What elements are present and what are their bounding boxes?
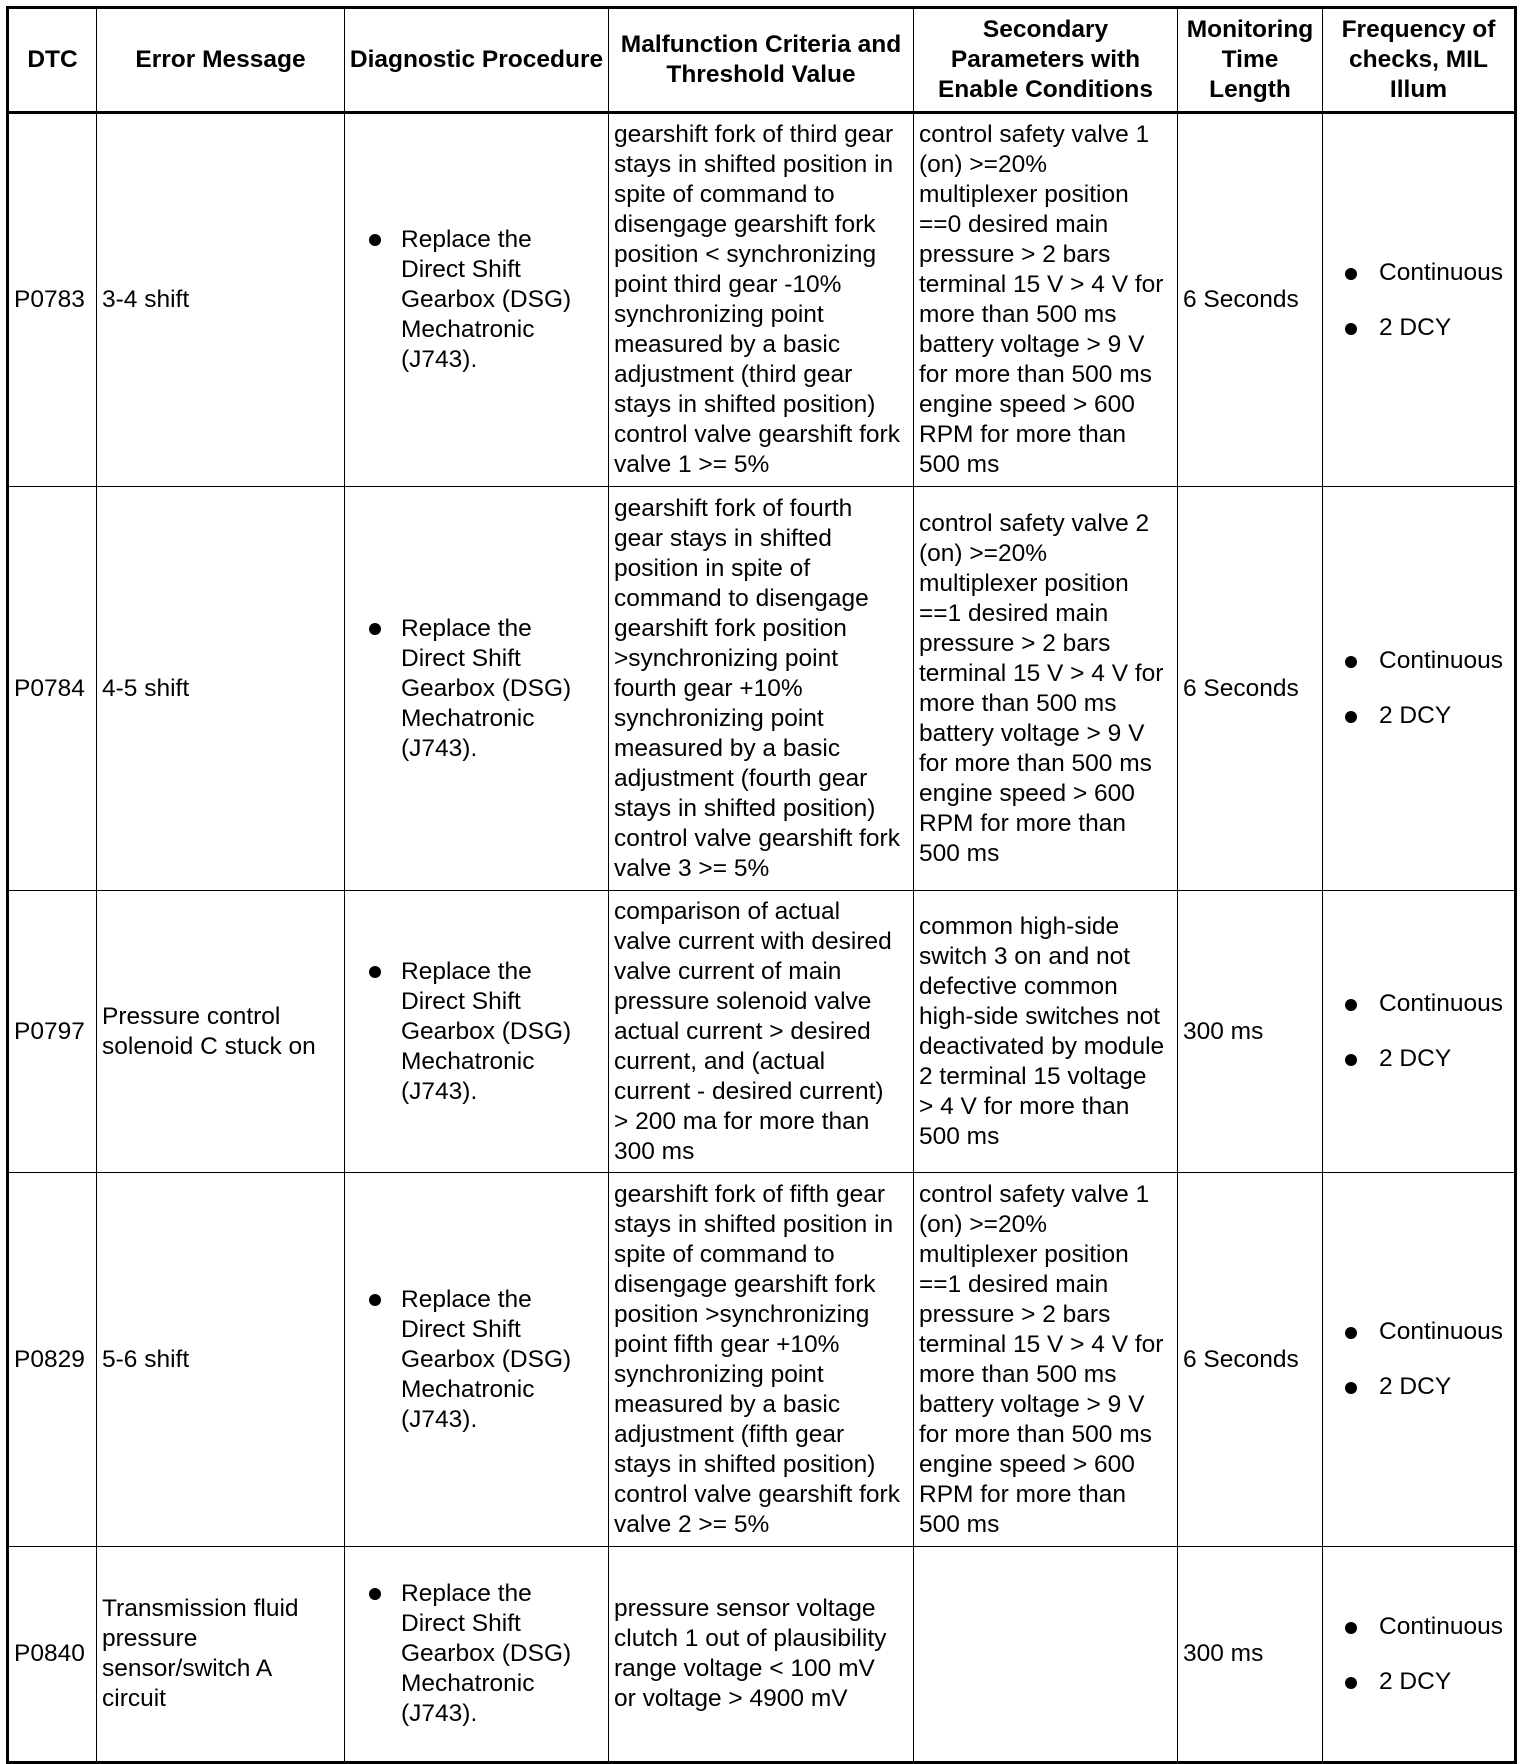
frequency-text: Continuous — [1379, 647, 1503, 674]
procedure-item — [367, 1579, 604, 1729]
error-message: 3-4 shift — [97, 113, 345, 487]
bullet-icon — [369, 966, 381, 978]
frequency-item — [1343, 646, 1510, 676]
malfunction-criteria: gearshift fork of third gear stays in shifted position in spite of command to disengage gearshift fork position < synchronizing point third gear -10% synchronizing point measured by a basic adjustment (third gear stays in shifted position) control valve gearshift fork valve 1 >= 5% — [609, 113, 914, 487]
frequency-cell — [1323, 487, 1516, 891]
procedure-item — [367, 1285, 604, 1435]
diagnostic-procedure — [345, 1547, 609, 1763]
header-frequency: Frequency of checks, MIL Illum — [1323, 8, 1516, 113]
bullet-icon — [1345, 1054, 1357, 1066]
bullet-icon — [1345, 1677, 1357, 1689]
bullet-icon — [369, 234, 381, 246]
table-row — [8, 113, 1516, 487]
procedure-text: Replace the Direct Shift Gearbox (DSG) Mechatronic (J743). — [401, 1285, 572, 1433]
diagnostic-procedure — [345, 487, 609, 891]
secondary-parameters — [914, 1547, 1178, 1763]
secondary-parameters: control safety valve 1 (on) >=20% multiplexer position ==1 desired main pressure > 2 bars terminal 15 V > 4 V for more than 500 ms battery voltage > 9 V for more than 500 ms engine speed > 600 RPM for more than 500 ms — [914, 1173, 1178, 1547]
frequency-text: Continuous — [1379, 258, 1503, 286]
error-message: 5-6 shift — [97, 1173, 345, 1547]
secondary-parameters: control safety valve 2 (on) >=20% multiplexer position ==1 desired main pressure > 2 bars terminal 15 V > 4 V for more than 500 ms battery voltage > 9 V for more than 500 ms engine speed > 600 RPM for more than 500 ms — [914, 487, 1178, 891]
frequency-text: 2 DCY — [1379, 1373, 1452, 1400]
error-message: Pressure control solenoid C stuck on — [97, 891, 345, 1173]
procedure-text: Replace the Direct Shift Gearbox (DSG) Mechatronic (J743). — [401, 226, 572, 373]
diagnostic-procedure — [345, 1173, 609, 1547]
dtc-code: P0840 — [8, 1547, 97, 1763]
frequency-item — [1343, 1317, 1510, 1347]
procedure-text: Replace the Direct Shift Gearbox (DSG) Mechatronic (J743). — [401, 1580, 572, 1727]
bullet-icon — [1345, 711, 1357, 723]
frequency-text: 2 DCY — [1379, 702, 1452, 729]
bullet-icon — [369, 1294, 381, 1306]
header-row — [8, 8, 1516, 113]
frequency-text: Continuous — [1379, 1612, 1503, 1640]
frequency-text: 2 DCY — [1379, 313, 1452, 341]
bullet-icon — [1345, 656, 1357, 668]
procedure-text: Replace the Direct Shift Gearbox (DSG) Mechatronic (J743). — [401, 957, 572, 1105]
frequency-cell — [1323, 1173, 1516, 1547]
header-malfunction-criteria: Malfunction Criteria and Threshold Value — [609, 8, 914, 113]
error-message: Transmission fluid pressure sensor/switch A circuit — [97, 1547, 345, 1763]
frequency-item — [1343, 313, 1510, 343]
dtc-code: P0829 — [8, 1173, 97, 1547]
error-message: 4-5 shift — [97, 487, 345, 891]
monitoring-time: 6 Seconds — [1178, 487, 1323, 891]
bullet-icon — [1345, 1327, 1357, 1339]
procedure-item — [367, 957, 604, 1107]
procedure-item — [367, 614, 604, 764]
dtc-code: P0784 — [8, 487, 97, 891]
table-row — [8, 487, 1516, 891]
dtc-code: P0783 — [8, 113, 97, 487]
frequency-text: Continuous — [1379, 1318, 1503, 1345]
monitoring-time: 300 ms — [1178, 1547, 1323, 1763]
monitoring-time: 6 Seconds — [1178, 1173, 1323, 1547]
procedure-item — [367, 225, 604, 375]
frequency-cell — [1323, 891, 1516, 1173]
frequency-item — [1343, 989, 1510, 1019]
bullet-icon — [1345, 1622, 1357, 1634]
frequency-item — [1343, 701, 1510, 731]
frequency-cell — [1323, 113, 1516, 487]
frequency-cell — [1323, 1547, 1516, 1763]
header-error-message: Error Message — [97, 8, 345, 113]
frequency-text: Continuous — [1379, 990, 1503, 1017]
header-dtc: DTC — [8, 8, 97, 113]
bullet-icon — [1345, 268, 1357, 280]
frequency-text: 2 DCY — [1379, 1667, 1452, 1695]
malfunction-criteria: pressure sensor voltage clutch 1 out of plausibility range voltage < 100 mV or voltage > 4900 mV — [609, 1547, 914, 1763]
monitoring-time: 6 Seconds — [1178, 113, 1323, 487]
header-monitoring-time: Monitoring Time Length — [1178, 8, 1323, 113]
header-secondary-parameters: Secondary Parameters with Enable Conditions — [914, 8, 1178, 113]
malfunction-criteria: gearshift fork of fifth gear stays in shifted position in spite of command to disengage gearshift fork position >synchronizing point fifth gear +10% synchronizing point measured by a basic adjustment (fifth gear stays in shifted position) control valve gearshift fork valve 2 >= 5% — [609, 1173, 914, 1547]
frequency-item — [1343, 1667, 1510, 1697]
malfunction-criteria: gearshift fork of fourth gear stays in shifted position in spite of command to disengage gearshift fork position >synchronizing point fourth gear +10% synchronizing point measured by a basic adjustment (fourth gear stays in shifted position) control valve gearshift fork valve 3 >= 5% — [609, 487, 914, 891]
dtc-table — [6, 6, 1517, 1764]
bullet-icon — [369, 623, 381, 635]
table-row — [8, 1173, 1516, 1547]
frequency-item — [1343, 1612, 1510, 1642]
diagnostic-procedure — [345, 891, 609, 1173]
frequency-item — [1343, 1044, 1510, 1074]
header-diagnostic-procedure: Diagnostic Procedure — [345, 8, 609, 113]
frequency-text: 2 DCY — [1379, 1045, 1452, 1072]
procedure-text: Replace the Direct Shift Gearbox (DSG) Mechatronic (J743). — [401, 614, 572, 762]
bullet-icon — [1345, 999, 1357, 1011]
malfunction-criteria: comparison of actual valve current with desired valve current of main pressure solenoid valve actual current > desired current, and (actual current - desired current) > 200 ma for more than 300 ms — [609, 891, 914, 1173]
frequency-item — [1343, 258, 1510, 288]
bullet-icon — [369, 1588, 381, 1600]
diagnostic-procedure — [345, 113, 609, 487]
monitoring-time: 300 ms — [1178, 891, 1323, 1173]
bullet-icon — [1345, 1382, 1357, 1394]
secondary-parameters: control safety valve 1 (on) >=20% multiplexer position ==0 desired main pressure > 2 bars terminal 15 V > 4 V for more than 500 ms battery voltage > 9 V for more than 500 ms engine speed > 600 RPM for more than 500 ms — [914, 113, 1178, 487]
dtc-code: P0797 — [8, 891, 97, 1173]
table-row — [8, 891, 1516, 1173]
table-row — [8, 1547, 1516, 1763]
dtc-table-sheet — [6, 6, 1514, 1764]
secondary-parameters: common high-side switch 3 on and not defective common high-side switches not deactivated by module 2 terminal 15 voltage > 4 V for more than 500 ms — [914, 891, 1178, 1173]
bullet-icon — [1345, 323, 1357, 335]
frequency-item — [1343, 1372, 1510, 1402]
